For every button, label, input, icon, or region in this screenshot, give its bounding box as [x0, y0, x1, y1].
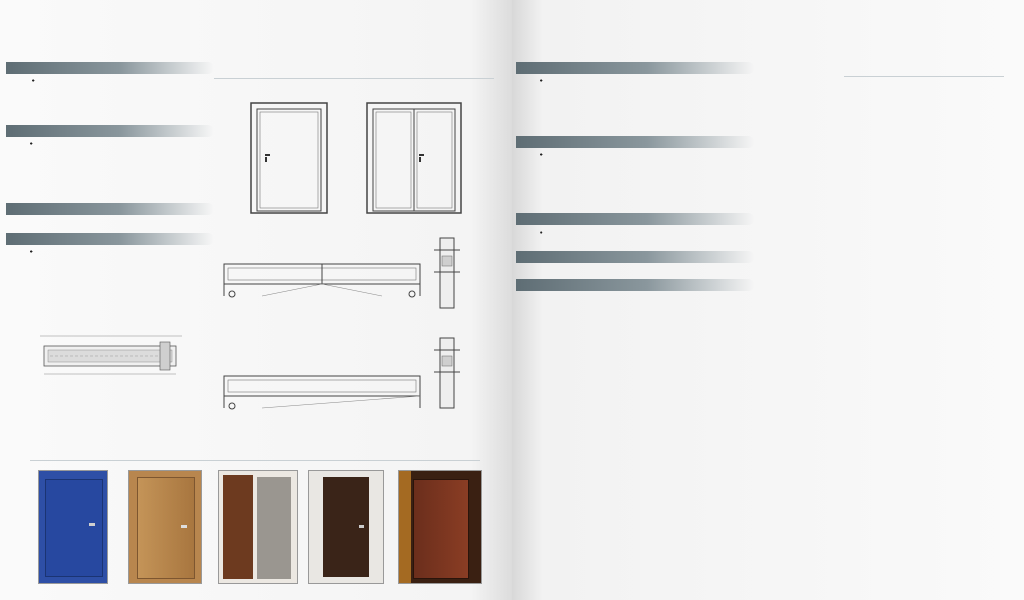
- assortment-header: [6, 62, 214, 74]
- single-door-drawing: [250, 102, 328, 214]
- transport-header: [516, 279, 754, 291]
- title-underline: [30, 460, 480, 461]
- right-page: [512, 0, 1024, 600]
- end-double-door-section: [222, 256, 422, 304]
- requirements-header: [516, 251, 754, 263]
- double-door-drawing: [366, 102, 462, 214]
- door-cross-section-drawing: [40, 330, 182, 390]
- corner-door-profile: [432, 336, 462, 410]
- right-description-header: [516, 213, 754, 225]
- door-photo-blue: [38, 470, 108, 584]
- equipment-header: [6, 233, 214, 245]
- door-photo-open: [218, 470, 298, 584]
- title-underline: [844, 76, 1004, 77]
- description-header: [6, 125, 214, 137]
- title-underline: [214, 78, 494, 79]
- door-photo-wood: [128, 470, 202, 584]
- purpose-header: [6, 203, 214, 215]
- door-photo-brown: [398, 470, 482, 584]
- manufacture-details-header-2: [516, 136, 754, 148]
- corner-single-door-section: [222, 368, 422, 416]
- end-door-profile: [432, 236, 462, 310]
- manufacture-details-header: [516, 62, 754, 74]
- door-photo-dark: [308, 470, 384, 584]
